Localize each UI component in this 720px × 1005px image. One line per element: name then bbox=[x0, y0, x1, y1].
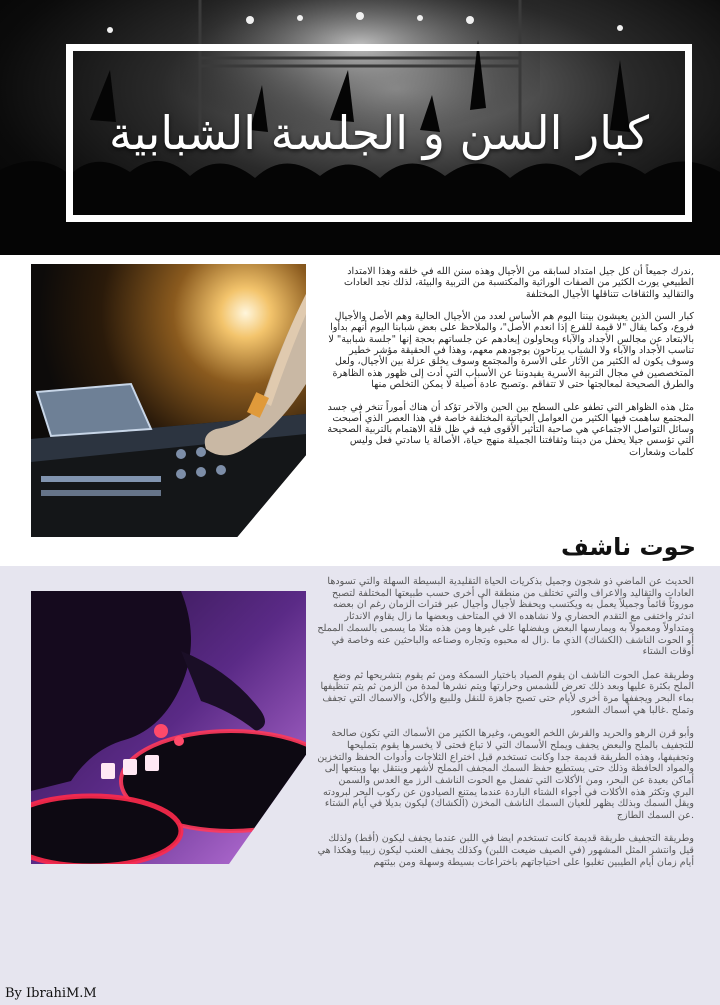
paragraph: كبار السن الذين يعيشون بيننا اليوم هم الأساس لعدد من الأجيال الحالية وهم الأصل والأجيال فروع، وكما يقال "لا قيمة للفرع إذا انعدم الأصل"، والملاحظ على بعض شبابنا اليوم أنهم بدأوا بالابتعاد عن مجالس الأجداد والآباء ويحاولون إبعادهم عن جلساتهم بحجة إنها "جلسة شبابية" لا تناسب الأجداد والآباء ولا الشباب يرتاحون بوجودهم معهم، وهذا في الحقيقة مؤشر خطير وسوف يكون له الكثير من الآثار على الأسرة والمجتمع وسوف يخلق عزلة بين الأجيال، ولعل المتخصصين في مجال التربية الأسرية يفيدوننا عن الأسباب التي أدت إلى ظهور هذه الظاهرة والطرق الصحيحة لمعالجتها حتى لا تتفاقم .وتصبح عادة أصيلة لا يمكن التخلص منها bbox=[328, 311, 694, 390]
paragraph: الحديث عن الماضي ذو شجون وجميل بذكريات الحياة التقليدية البسيطة السهلة والتي تسودها العادات والتقاليد والاعراف والتي تختلف من منطقة الى أخرى حسب طبيعتها المختلفة لتصبح موروثاً قائماً وجميلاً يعمل به ويكتسب ويحفظ لأجيال وأجيال عبر فترات الزمان رغم ان بعضه اندثر واختفى مع التقدم الحضاري ولا نشاهده الا في المتاحف وبعضها ما زال يقاوم الاندثار ومتداولاً ومعمولاً به ويمارسها البعض ويفضلها على غيرها ومن هذه مثلا ما يسمى بالسمك المملح أو الحوت الناشف (الكشاك) الذي ما .زال له محبوه وتجاره وصناعه والباحثين عنه وخاصة في أوقات الشتاء bbox=[317, 576, 694, 658]
paragraph: ,ندرك جميعاً أن كل جيل امتداد لسابقه من الأجيال وهذه سنن الله في خلقه وهذا الامتداد الطبيعي يورث الكثير من الصفات الوراثية والمكتسبة من التربية والبيئة، لذلك نجد العادات والتقاليد والثقافات تتناقلها الأجيال المختلفة bbox=[343, 266, 694, 300]
author-credit: By IbrahiM.M bbox=[5, 986, 97, 1001]
page-title: كبار السن و الجلسة الشبابية bbox=[108, 106, 650, 160]
section-dried-fish bbox=[0, 566, 720, 1005]
title-frame bbox=[66, 44, 692, 222]
dj-turntable-photo bbox=[31, 591, 306, 864]
paragraph: مثل هذه الظواهر التي تطفو على السطح بين الحين والآخر تؤكد أن هناك أموراً تنخر في جسد المجتمع ساهمت فيها الكثير من العوامل الحياتية المختلفة خاصة في هذا العصر الذي أصبحت وسائل التواصل الاجتماعي هي صاحبة التأثير الأقوى فيه في ظل قلة الاهتمام بالتربية الصحيحة التي تؤسس جيلا يحفل من ديننا وثقافتنا الجميلة منهج حياة، الأصالة يا سادتي فعل وليس كلمات وشعارات bbox=[327, 401, 694, 458]
section-heading: حوت ناشف bbox=[560, 533, 696, 561]
hero-banner bbox=[0, 0, 720, 255]
section1-body bbox=[322, 266, 694, 469]
paragraph: وطريقة عمل الحوت الناشف ان يقوم الصياد باختيار السمكة ومن ثم يقوم بتشريحها ثم وضع الملح بكثرة عليها وبعد ذلك تعرض للشمس وحرارتها ويتم نشرها لمدة من الزمن ثم يتم تنظيفها بماء البحر ويجففها مرة أخرى لأيام حتى تصبح جاهزة للنقل وللبيع والأكل، والاسماك التي تجفف وتملح .غالبا هي أسماك الشعور bbox=[320, 669, 694, 716]
section2-body bbox=[316, 576, 694, 880]
paragraph: وطريقة التجفيف طريقة قديمة كانت تستخدم ايضا في اللبن عندما يجفف ليكون (أقط) ولذلك قيل وانتشر المثل المشهور (في الصيف ضيعت اللبن) وكذلك يجفف العنب ليكون زبيبا وهكذا هي أيام زمان أيام الطيبين تغلبوا على احتياجاتهم باختراعات بسيطة وسهلة ومن بيئتهم bbox=[317, 833, 694, 868]
dj-mixer-photo bbox=[31, 264, 306, 537]
paragraph: وأبو قرن الرهو والحريد والقرش اللخم العويص، وغيرها الكثير من الأسماك التي تكون صالحة للتجفيف بالملح والبعض يجفف ويملح الأسماك التي لا تباع فحتى لا يخسرها يقوم بتمليحها وتجفيفها، وهذه الطريقة قديمة جدا وكانت تستخدم قبل اختراع الثلاجات وأدوات الحفظ والتخزين والمواد الحافظة وذلك حتى يستطيع حفظ السمك المجفف المملح لأشهر وينتقل بها ويبتعها إلى أماكن بعيدة عن البحر، ومن الأكلات التي تفضل مع الحوت الناشف الرز مع العدس والسمن البري وتكثر هذه الأكلات في أجواء الشتاء الباردة عندما يمتنع الصيادون عن ركوب البحر لبرودته ويقل السمك وبذلك يظهر للعيان السمك الناشف المخزن (الكشاك) ليكون بديلا في أيام الشتاء .عن السمك الطازج bbox=[317, 728, 694, 822]
section-elders bbox=[0, 255, 720, 566]
